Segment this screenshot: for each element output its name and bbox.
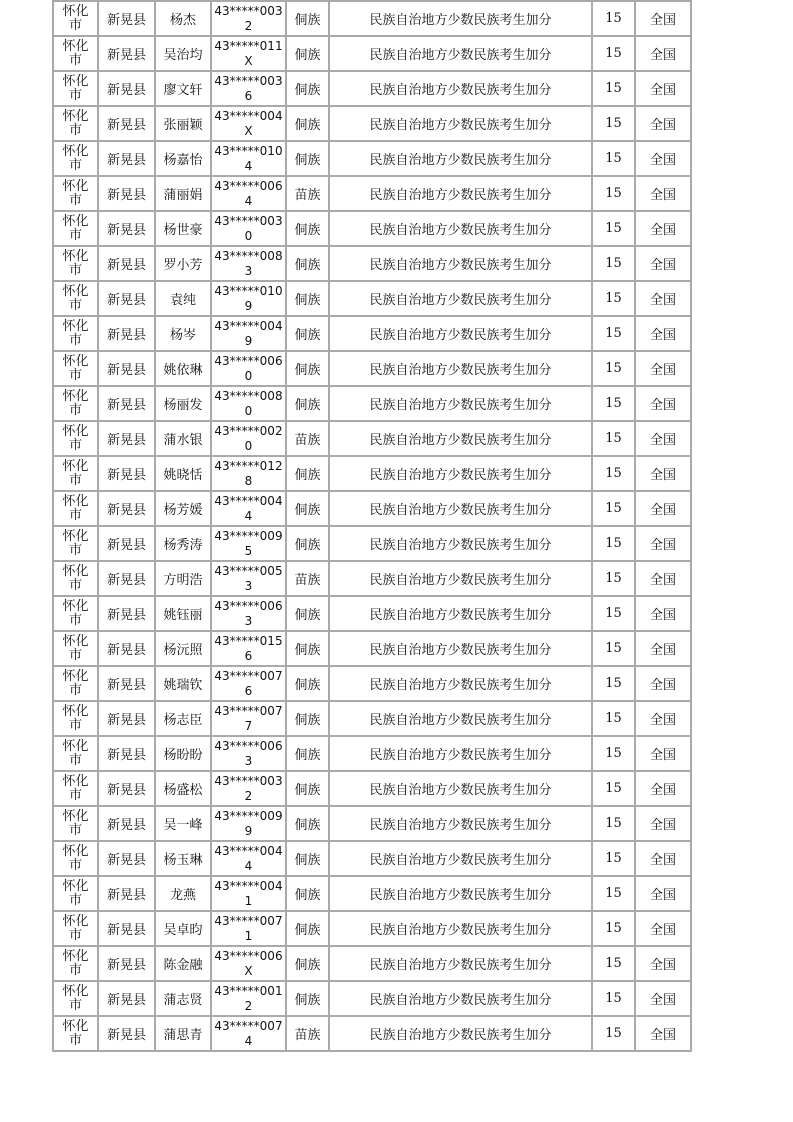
bonus-category-cell: 民族自治地方少数民族考生加分 [330, 980, 593, 1015]
name-cell: 杨杰 [156, 0, 212, 35]
ethnicity-cell: 侗族 [287, 980, 330, 1015]
id-number-cell: 43*****0077 [212, 700, 287, 735]
scope-cell: 全国 [636, 490, 692, 525]
county-cell: 新晃县 [99, 35, 156, 70]
name-cell: 杨丽发 [156, 385, 212, 420]
name-cell: 张丽颖 [156, 105, 212, 140]
city-cell: 怀化市 [54, 665, 99, 700]
table-row [54, 770, 692, 805]
table-row [54, 875, 692, 910]
city-cell: 怀化市 [54, 35, 99, 70]
bonus-category-cell: 民族自治地方少数民族考生加分 [330, 140, 593, 175]
id-number-cell: 43*****0076 [212, 665, 287, 700]
name-cell: 杨芳媛 [156, 490, 212, 525]
city-cell: 怀化市 [54, 350, 99, 385]
table-row [54, 805, 692, 840]
scope-cell: 全国 [636, 1015, 692, 1050]
bonus-points-cell: 15 [593, 385, 636, 420]
county-cell: 新晃县 [99, 840, 156, 875]
bonus-points-cell: 15 [593, 1015, 636, 1050]
ethnicity-cell: 侗族 [287, 315, 330, 350]
scope-cell: 全国 [636, 210, 692, 245]
scope-cell: 全国 [636, 910, 692, 945]
county-cell: 新晃县 [99, 245, 156, 280]
id-number-cell: 43*****0095 [212, 525, 287, 560]
ethnicity-cell: 侗族 [287, 630, 330, 665]
id-number-cell: 43*****0063 [212, 595, 287, 630]
bonus-points-cell: 15 [593, 490, 636, 525]
scope-cell: 全国 [636, 175, 692, 210]
county-cell: 新晃县 [99, 140, 156, 175]
name-cell: 姚依琳 [156, 350, 212, 385]
bonus-category-cell: 民族自治地方少数民族考生加分 [330, 700, 593, 735]
table-row [54, 280, 692, 315]
city-cell: 怀化市 [54, 210, 99, 245]
county-cell: 新晃县 [99, 910, 156, 945]
id-number-cell: 43*****0044 [212, 840, 287, 875]
bonus-points-cell: 15 [593, 770, 636, 805]
name-cell: 姚晓恬 [156, 455, 212, 490]
table-row [54, 210, 692, 245]
city-cell: 怀化市 [54, 560, 99, 595]
city-cell: 怀化市 [54, 280, 99, 315]
city-cell: 怀化市 [54, 595, 99, 630]
city-cell: 怀化市 [54, 175, 99, 210]
table-row [54, 665, 692, 700]
ethnicity-cell: 侗族 [287, 210, 330, 245]
county-cell: 新晃县 [99, 0, 156, 35]
county-cell: 新晃县 [99, 1015, 156, 1050]
county-cell: 新晃县 [99, 665, 156, 700]
table-row [54, 35, 692, 70]
scope-cell: 全国 [636, 0, 692, 35]
bonus-category-cell: 民族自治地方少数民族考生加分 [330, 315, 593, 350]
city-cell: 怀化市 [54, 140, 99, 175]
bonus-points-cell: 15 [593, 805, 636, 840]
bonus-points-cell: 15 [593, 350, 636, 385]
bonus-category-cell: 民族自治地方少数民族考生加分 [330, 840, 593, 875]
scope-cell: 全国 [636, 945, 692, 980]
scope-cell: 全国 [636, 105, 692, 140]
table-row [54, 525, 692, 560]
ethnicity-cell: 侗族 [287, 105, 330, 140]
ethnicity-cell: 侗族 [287, 945, 330, 980]
city-cell: 怀化市 [54, 525, 99, 560]
name-cell: 蒲思青 [156, 1015, 212, 1050]
scope-cell: 全国 [636, 980, 692, 1015]
county-cell: 新晃县 [99, 350, 156, 385]
bonus-category-cell: 民族自治地方少数民族考生加分 [330, 420, 593, 455]
city-cell: 怀化市 [54, 70, 99, 105]
table-row [54, 560, 692, 595]
id-number-cell: 43*****0032 [212, 770, 287, 805]
table-row [54, 385, 692, 420]
table-row [54, 630, 692, 665]
city-cell: 怀化市 [54, 945, 99, 980]
bonus-points-cell: 15 [593, 210, 636, 245]
scope-cell: 全国 [636, 455, 692, 490]
bonus-category-cell: 民族自治地方少数民族考生加分 [330, 490, 593, 525]
bonus-category-cell: 民族自治地方少数民族考生加分 [330, 595, 593, 630]
ethnicity-cell: 侗族 [287, 245, 330, 280]
bonus-category-cell: 民族自治地方少数民族考生加分 [330, 525, 593, 560]
bonus-points-cell: 15 [593, 630, 636, 665]
ethnicity-cell: 侗族 [287, 490, 330, 525]
id-number-cell: 43*****0156 [212, 630, 287, 665]
county-cell: 新晃县 [99, 805, 156, 840]
ethnicity-cell: 侗族 [287, 840, 330, 875]
bonus-points-cell: 15 [593, 70, 636, 105]
bonus-category-cell: 民族自治地方少数民族考生加分 [330, 630, 593, 665]
id-number-cell: 43*****0063 [212, 735, 287, 770]
id-number-cell: 43*****0071 [212, 910, 287, 945]
table-row [54, 595, 692, 630]
bonus-category-cell: 民族自治地方少数民族考生加分 [330, 770, 593, 805]
bonus-points-cell: 15 [593, 455, 636, 490]
table-row [54, 910, 692, 945]
ethnicity-cell: 侗族 [287, 385, 330, 420]
bonus-category-cell: 民族自治地方少数民族考生加分 [330, 455, 593, 490]
scope-cell: 全国 [636, 315, 692, 350]
scope-cell: 全国 [636, 70, 692, 105]
bonus-category-cell: 民族自治地方少数民族考生加分 [330, 35, 593, 70]
name-cell: 蒲志贤 [156, 980, 212, 1015]
city-cell: 怀化市 [54, 980, 99, 1015]
ethnicity-cell: 侗族 [287, 700, 330, 735]
bonus-points-cell: 15 [593, 875, 636, 910]
county-cell: 新晃县 [99, 105, 156, 140]
ethnicity-cell: 侗族 [287, 735, 330, 770]
name-cell: 杨志臣 [156, 700, 212, 735]
table-row [54, 0, 692, 35]
bonus-points-cell: 15 [593, 140, 636, 175]
ethnicity-cell: 侗族 [287, 805, 330, 840]
bonus-category-cell: 民族自治地方少数民族考生加分 [330, 175, 593, 210]
table-body [54, 0, 692, 1050]
bonus-category-cell: 民族自治地方少数民族考生加分 [330, 70, 593, 105]
id-number-cell: 43*****0080 [212, 385, 287, 420]
ethnicity-cell: 侗族 [287, 350, 330, 385]
table-row [54, 455, 692, 490]
name-cell: 姚瑞钦 [156, 665, 212, 700]
table-row [54, 840, 692, 875]
table-row [54, 315, 692, 350]
bonus-points-cell: 15 [593, 0, 636, 35]
scope-cell: 全国 [636, 420, 692, 455]
table-row [54, 1015, 692, 1050]
ethnicity-cell: 侗族 [287, 70, 330, 105]
scope-cell: 全国 [636, 805, 692, 840]
id-number-cell: 43*****0083 [212, 245, 287, 280]
bonus-category-cell: 民族自治地方少数民族考生加分 [330, 805, 593, 840]
name-cell: 杨沅照 [156, 630, 212, 665]
bonus-points-cell: 15 [593, 420, 636, 455]
table-row [54, 140, 692, 175]
ethnicity-cell: 侗族 [287, 875, 330, 910]
city-cell: 怀化市 [54, 735, 99, 770]
scope-cell: 全国 [636, 840, 692, 875]
city-cell: 怀化市 [54, 490, 99, 525]
county-cell: 新晃县 [99, 560, 156, 595]
city-cell: 怀化市 [54, 875, 99, 910]
city-cell: 怀化市 [54, 700, 99, 735]
county-cell: 新晃县 [99, 385, 156, 420]
bonus-points-cell: 15 [593, 35, 636, 70]
table-row [54, 980, 692, 1015]
county-cell: 新晃县 [99, 70, 156, 105]
county-cell: 新晃县 [99, 455, 156, 490]
bonus-category-cell: 民族自治地方少数民族考生加分 [330, 735, 593, 770]
id-number-cell: 43*****0074 [212, 1015, 287, 1050]
county-cell: 新晃县 [99, 630, 156, 665]
city-cell: 怀化市 [54, 315, 99, 350]
bonus-points-cell: 15 [593, 280, 636, 315]
id-number-cell: 43*****0099 [212, 805, 287, 840]
county-cell: 新晃县 [99, 280, 156, 315]
id-number-cell: 43*****0128 [212, 455, 287, 490]
id-number-cell: 43*****0030 [212, 210, 287, 245]
city-cell: 怀化市 [54, 385, 99, 420]
table-row [54, 735, 692, 770]
bonus-category-cell: 民族自治地方少数民族考生加分 [330, 210, 593, 245]
ethnicity-cell: 侗族 [287, 35, 330, 70]
scope-cell: 全国 [636, 735, 692, 770]
city-cell: 怀化市 [54, 420, 99, 455]
name-cell: 蒲水银 [156, 420, 212, 455]
name-cell: 杨盛松 [156, 770, 212, 805]
county-cell: 新晃县 [99, 980, 156, 1015]
county-cell: 新晃县 [99, 525, 156, 560]
name-cell: 吴一峰 [156, 805, 212, 840]
table-row [54, 175, 692, 210]
city-cell: 怀化市 [54, 840, 99, 875]
scope-cell: 全国 [636, 35, 692, 70]
ethnicity-cell: 苗族 [287, 1015, 330, 1050]
bonus-points-cell: 15 [593, 980, 636, 1015]
scope-cell: 全国 [636, 560, 692, 595]
bonus-category-cell: 民族自治地方少数民族考生加分 [330, 0, 593, 35]
id-number-cell: 43*****006X [212, 945, 287, 980]
name-cell: 吴治均 [156, 35, 212, 70]
id-number-cell: 43*****004X [212, 105, 287, 140]
bonus-category-cell: 民族自治地方少数民族考生加分 [330, 875, 593, 910]
name-cell: 杨世豪 [156, 210, 212, 245]
name-cell: 龙燕 [156, 875, 212, 910]
id-number-cell: 43*****0012 [212, 980, 287, 1015]
table-row [54, 245, 692, 280]
id-number-cell: 43*****0104 [212, 140, 287, 175]
bonus-category-cell: 民族自治地方少数民族考生加分 [330, 1015, 593, 1050]
bonus-points-cell: 15 [593, 700, 636, 735]
scope-cell: 全国 [636, 385, 692, 420]
name-cell: 杨嘉怡 [156, 140, 212, 175]
id-number-cell: 43*****0109 [212, 280, 287, 315]
bonus-category-cell: 民族自治地方少数民族考生加分 [330, 280, 593, 315]
bonus-points-cell: 15 [593, 840, 636, 875]
city-cell: 怀化市 [54, 805, 99, 840]
table-row [54, 490, 692, 525]
ethnicity-cell: 侗族 [287, 140, 330, 175]
id-number-cell: 43*****0053 [212, 560, 287, 595]
scope-cell: 全国 [636, 280, 692, 315]
county-cell: 新晃县 [99, 210, 156, 245]
table-row [54, 105, 692, 140]
county-cell: 新晃县 [99, 490, 156, 525]
scope-cell: 全国 [636, 770, 692, 805]
bonus-points-cell: 15 [593, 175, 636, 210]
bonus-points-cell: 15 [593, 595, 636, 630]
bonus-points-cell: 15 [593, 525, 636, 560]
city-cell: 怀化市 [54, 245, 99, 280]
city-cell: 怀化市 [54, 1015, 99, 1050]
name-cell: 杨岑 [156, 315, 212, 350]
scope-cell: 全国 [636, 700, 692, 735]
name-cell: 陈金融 [156, 945, 212, 980]
bonus-category-cell: 民族自治地方少数民族考生加分 [330, 105, 593, 140]
scope-cell: 全国 [636, 245, 692, 280]
county-cell: 新晃县 [99, 700, 156, 735]
bonus-points-cell: 15 [593, 560, 636, 595]
bonus-points-cell: 15 [593, 735, 636, 770]
county-cell: 新晃县 [99, 875, 156, 910]
name-cell: 杨秀涛 [156, 525, 212, 560]
table-row [54, 420, 692, 455]
ethnicity-cell: 侗族 [287, 280, 330, 315]
ethnicity-cell: 侗族 [287, 665, 330, 700]
city-cell: 怀化市 [54, 770, 99, 805]
bonus-category-cell: 民族自治地方少数民族考生加分 [330, 560, 593, 595]
ethnicity-cell: 苗族 [287, 560, 330, 595]
bonus-points-cell: 15 [593, 315, 636, 350]
ethnicity-cell: 侗族 [287, 595, 330, 630]
scope-cell: 全国 [636, 630, 692, 665]
city-cell: 怀化市 [54, 910, 99, 945]
name-cell: 蒲丽娟 [156, 175, 212, 210]
name-cell: 杨玉琳 [156, 840, 212, 875]
bonus-category-cell: 民族自治地方少数民族考生加分 [330, 910, 593, 945]
county-cell: 新晃县 [99, 945, 156, 980]
ethnicity-cell: 侗族 [287, 910, 330, 945]
id-number-cell: 43*****0032 [212, 0, 287, 35]
county-cell: 新晃县 [99, 595, 156, 630]
id-number-cell: 43*****0020 [212, 420, 287, 455]
table-row [54, 70, 692, 105]
city-cell: 怀化市 [54, 455, 99, 490]
scope-cell: 全国 [636, 875, 692, 910]
name-cell: 袁纯 [156, 280, 212, 315]
county-cell: 新晃县 [99, 735, 156, 770]
county-cell: 新晃县 [99, 420, 156, 455]
county-cell: 新晃县 [99, 315, 156, 350]
ethnicity-cell: 侗族 [287, 455, 330, 490]
city-cell: 怀化市 [54, 630, 99, 665]
name-cell: 杨盼盼 [156, 735, 212, 770]
scope-cell: 全国 [636, 140, 692, 175]
scope-cell: 全国 [636, 665, 692, 700]
bonus-points-cell: 15 [593, 245, 636, 280]
bonus-points-cell: 15 [593, 945, 636, 980]
scope-cell: 全国 [636, 595, 692, 630]
ethnicity-cell: 侗族 [287, 770, 330, 805]
bonus-category-cell: 民族自治地方少数民族考生加分 [330, 945, 593, 980]
id-number-cell: 43*****0036 [212, 70, 287, 105]
bonus-category-cell: 民族自治地方少数民族考生加分 [330, 350, 593, 385]
id-number-cell: 43*****0064 [212, 175, 287, 210]
bonus-points-table [52, 0, 692, 1052]
bonus-category-cell: 民族自治地方少数民族考生加分 [330, 245, 593, 280]
name-cell: 方明浩 [156, 560, 212, 595]
id-number-cell: 43*****0049 [212, 315, 287, 350]
id-number-cell: 43*****011X [212, 35, 287, 70]
table-row [54, 945, 692, 980]
bonus-points-cell: 15 [593, 665, 636, 700]
bonus-category-cell: 民族自治地方少数民族考生加分 [330, 665, 593, 700]
city-cell: 怀化市 [54, 105, 99, 140]
id-number-cell: 43*****0044 [212, 490, 287, 525]
bonus-points-cell: 15 [593, 910, 636, 945]
name-cell: 罗小芳 [156, 245, 212, 280]
bonus-points-cell: 15 [593, 105, 636, 140]
table-row [54, 700, 692, 735]
name-cell: 廖文轩 [156, 70, 212, 105]
scope-cell: 全国 [636, 350, 692, 385]
scope-cell: 全国 [636, 525, 692, 560]
ethnicity-cell: 苗族 [287, 175, 330, 210]
id-number-cell: 43*****0041 [212, 875, 287, 910]
ethnicity-cell: 苗族 [287, 420, 330, 455]
ethnicity-cell: 侗族 [287, 525, 330, 560]
table-row [54, 350, 692, 385]
name-cell: 姚钰丽 [156, 595, 212, 630]
county-cell: 新晃县 [99, 175, 156, 210]
bonus-category-cell: 民族自治地方少数民族考生加分 [330, 385, 593, 420]
ethnicity-cell: 侗族 [287, 0, 330, 35]
county-cell: 新晃县 [99, 770, 156, 805]
id-number-cell: 43*****0060 [212, 350, 287, 385]
city-cell: 怀化市 [54, 0, 99, 35]
name-cell: 吴卓昀 [156, 910, 212, 945]
